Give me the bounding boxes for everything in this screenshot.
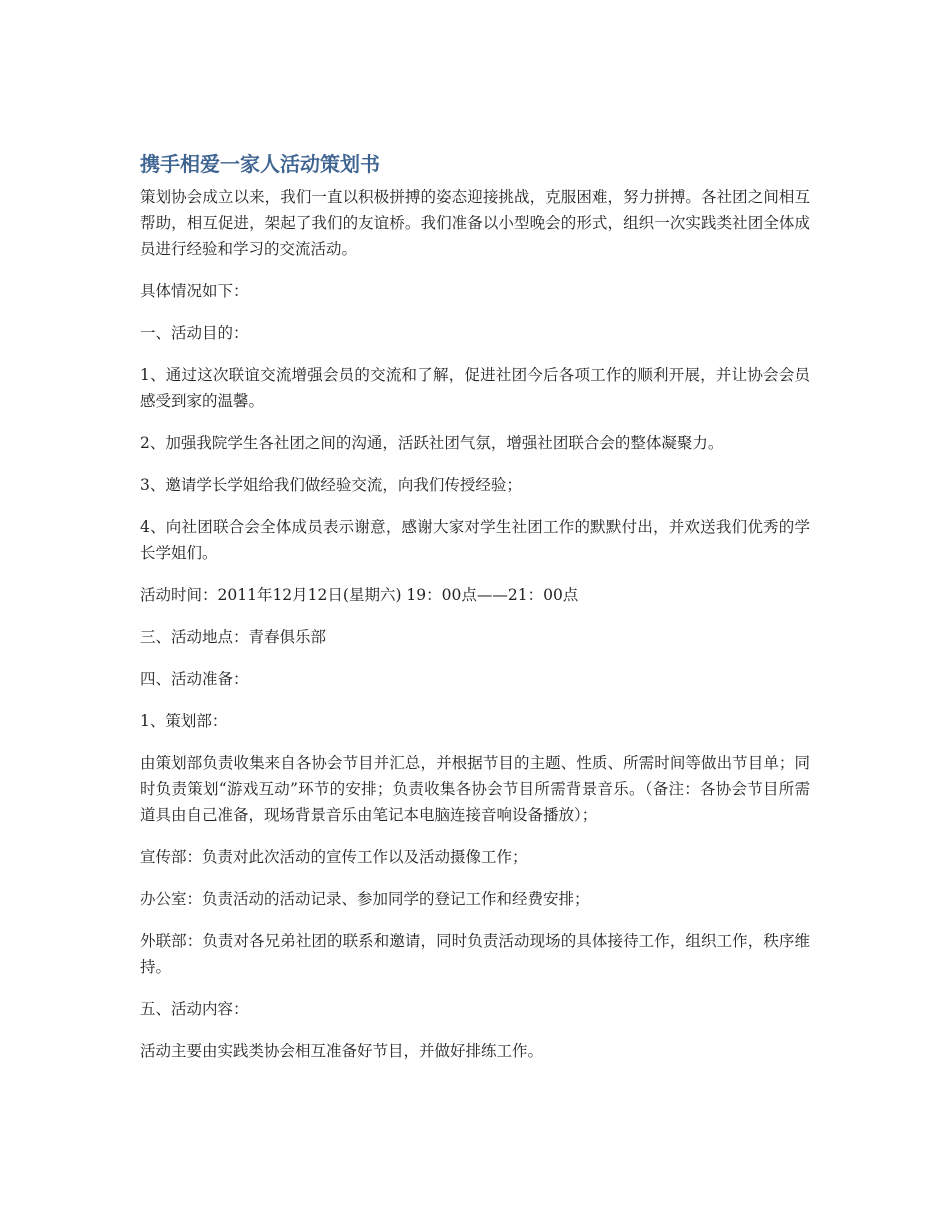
intro-paragraph: 策划协会成立以来，我们一直以积极拼搏的姿态迎接挑战，克服困难，努力拼搏。各社团之间相互帮助，相互促进，架起了我们的友谊桥。我们准备以小型晚会的形式，组织一次实践类社团全体成员进行经验和学习的交流活动。 (140, 188, 810, 258)
planning-dept-heading: 1、策划部： (140, 712, 228, 730)
section-preparation-heading: 四、活动准备： (140, 670, 249, 688)
publicity-dept-duties: 宣传部：负责对此次活动的宣传工作以及活动摄像工作； (140, 848, 528, 866)
external-dept-duties: 外联部：负责对各兄弟社团的联系和邀请，同时负责活动现场的具体接待工作，组织工作，秩序维持。 (140, 932, 810, 976)
purpose-item-2: 2、加强我院学生各社团之间的沟通，活跃社团气氛，增强社团联合会的整体凝聚力。 (140, 434, 724, 452)
details-heading: 具体情况如下： (140, 282, 249, 300)
purpose-item-4: 4、向社团联合会全体成员表示谢意，感谢大家对学生社团工作的默默付出，并欢送我们优秀的学长学姐们。 (140, 518, 810, 562)
content-paragraph: 活动主要由实践类协会相互准备好节目，并做好排练工作。 (140, 1042, 544, 1060)
activity-location: 三、活动地点：青春俱乐部 (140, 628, 327, 646)
purpose-item-3: 3、邀请学长学姐给我们做经验交流，向我们传授经验； (140, 476, 522, 494)
planning-dept-duties: 由策划部负责收集来自各协会节目并汇总，并根据节目的主题、性质、所需时间等做出节目单；同时负责策划“游戏互动”环节的安排；负责收集各协会节目所需背景音乐。（备注：各协会节目所需道具由自己准备，现场背景音乐由笔记本电脑连接音响设备播放）； (140, 754, 810, 824)
document-title: 携手相爱一家人活动策划书 (140, 152, 380, 176)
purpose-item-1: 1、通过这次联谊交流增强会员的交流和了解，促进社团今后各项工作的顺利开展，并让协会会员感受到家的温馨。 (140, 366, 810, 410)
document-body (140, 150, 810, 1080)
section-content-heading: 五、活动内容： (140, 1000, 249, 1018)
office-duties: 办公室：负责活动的活动记录、参加同学的登记工作和经费安排； (140, 890, 590, 908)
section-purpose-heading: 一、活动目的： (140, 324, 249, 342)
activity-time: 活动时间：2011年12月12日(星期六) 19：00点——21：00点 (140, 586, 579, 604)
